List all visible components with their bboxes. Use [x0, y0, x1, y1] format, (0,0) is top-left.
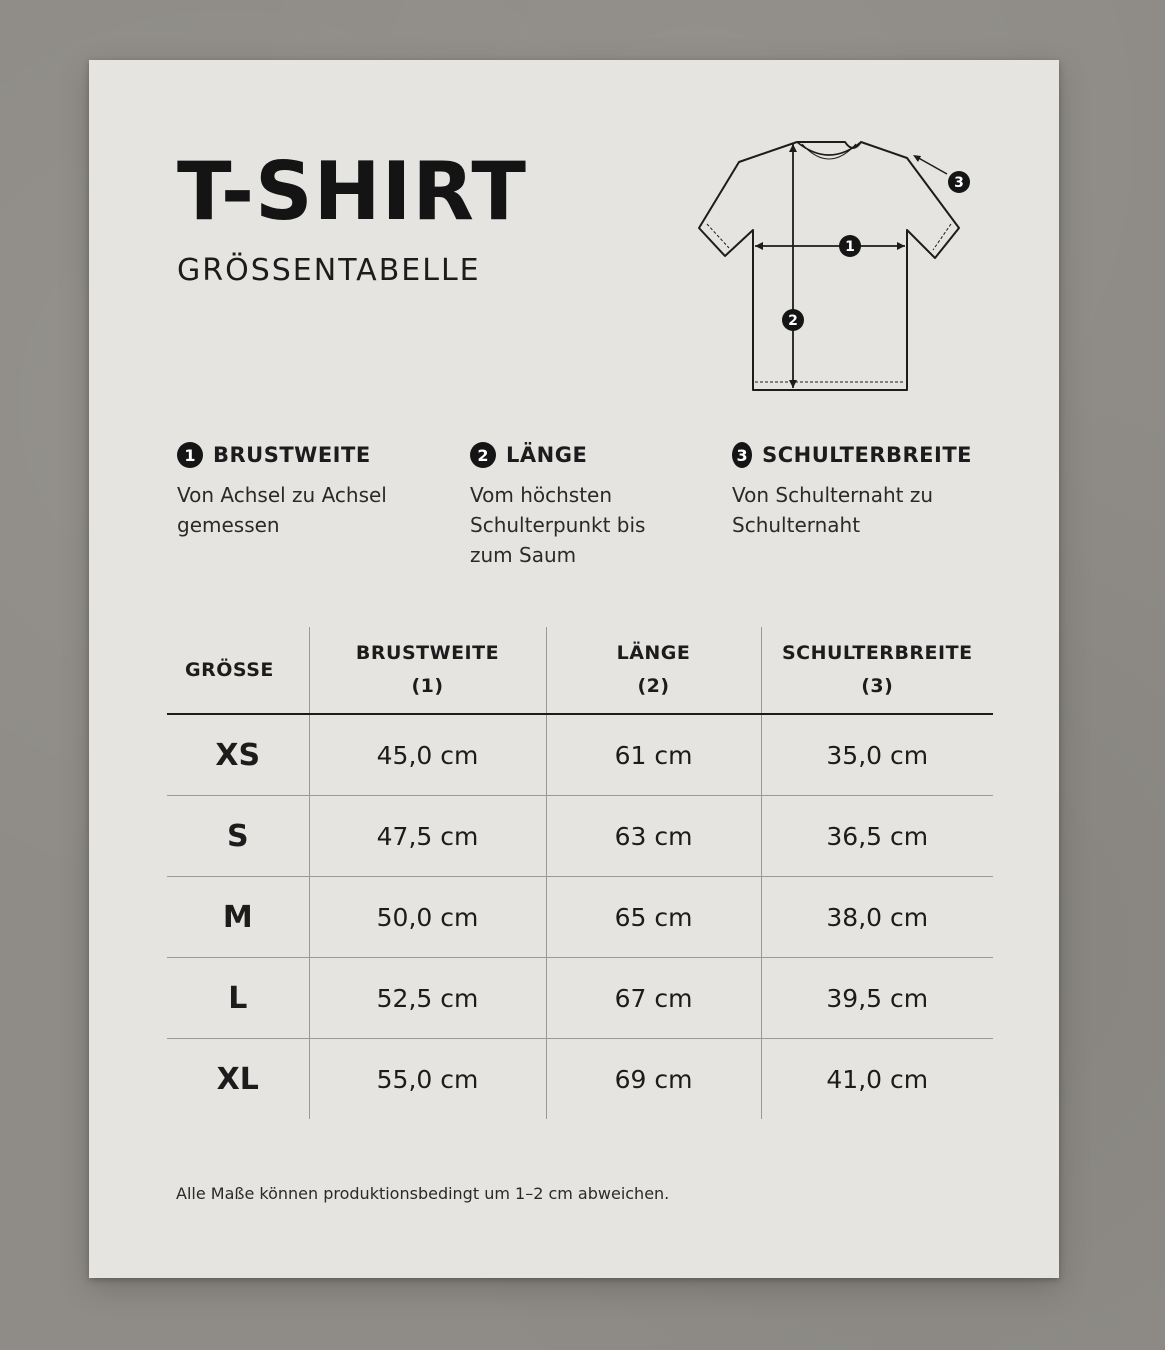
- table-row: [167, 877, 993, 958]
- schulterbreite-cell: 38,0 cm: [761, 877, 993, 958]
- size-cell: XL: [216, 1061, 259, 1097]
- brustweite-cell: 45,0 cm: [309, 714, 546, 796]
- legend-description: Vom höchsten Schulterpunkt bis zum Saum: [470, 483, 646, 567]
- legend-item-laenge: [470, 442, 680, 570]
- svg-text:3: 3: [954, 175, 964, 191]
- table-row: [167, 796, 993, 877]
- table-row: [167, 958, 993, 1039]
- number-2-icon: 2: [470, 442, 496, 468]
- shoulder-width-arrow: [913, 155, 947, 174]
- footnote: Alle Maße können produktionsbedingt um 1–2 cm abweichen.: [176, 1184, 670, 1203]
- legend-label: BRUSTWEITE: [213, 443, 371, 467]
- brustweite-cell: 52,5 cm: [309, 958, 546, 1039]
- schulterbreite-cell: 35,0 cm: [761, 714, 993, 796]
- length-arrow: [789, 144, 797, 388]
- size-chart-card: [89, 60, 1059, 1278]
- laenge-cell: 67 cm: [546, 958, 761, 1039]
- column-header-laenge: LÄNGE (2): [546, 627, 761, 714]
- tshirt-measurement-diagram: [689, 132, 979, 402]
- legend-item-schulterbreite: [732, 442, 972, 540]
- chest-width-arrow: [755, 242, 905, 250]
- svg-text:1: 1: [845, 239, 855, 255]
- size-cell: M: [167, 877, 309, 958]
- marker-1-icon: [839, 235, 861, 257]
- laenge-cell: 63 cm: [546, 796, 761, 877]
- size-table: [167, 627, 993, 1119]
- legend-description: Von Schulternaht zu Schulternaht: [732, 483, 933, 537]
- schulterbreite-cell: 39,5 cm: [761, 958, 993, 1039]
- brustweite-cell: 50,0 cm: [309, 877, 546, 958]
- table-row: [167, 1039, 993, 1120]
- marker-3-icon: [948, 171, 970, 193]
- size-cell: XS: [167, 714, 309, 796]
- column-header-brustweite: BRUSTWEITE (1): [309, 627, 546, 714]
- laenge-cell: 65 cm: [546, 877, 761, 958]
- schulterbreite-cell: 36,5 cm: [761, 796, 993, 877]
- column-header-groesse: GRÖSSE: [167, 627, 309, 714]
- legend-label: SCHULTERBREITE: [762, 443, 972, 467]
- svg-text:2: 2: [788, 313, 798, 329]
- table-header-row: [167, 627, 993, 714]
- schulterbreite-cell: 41,0 cm: [761, 1039, 993, 1120]
- number-1-icon: 1: [177, 442, 203, 468]
- page-subtitle: GRÖSSENTABELLE: [177, 253, 481, 288]
- marker-2-icon: [782, 309, 804, 331]
- brustweite-cell: 47,5 cm: [309, 796, 546, 877]
- legend-description: Von Achsel zu Achsel gemessen: [177, 483, 387, 537]
- table-row: [167, 714, 993, 796]
- brustweite-cell: 55,0 cm: [309, 1039, 546, 1120]
- page-title: T-SHIRT: [177, 145, 527, 238]
- size-cell: S: [167, 796, 309, 877]
- legend-label: LÄNGE: [506, 443, 588, 467]
- laenge-cell: 61 cm: [546, 714, 761, 796]
- tshirt-outline: [699, 142, 959, 390]
- column-header-schulterbreite: SCHULTERBREITE (3): [761, 627, 993, 714]
- legend-item-brustweite: [177, 442, 427, 540]
- size-cell: L: [167, 958, 309, 1039]
- laenge-cell: 69 cm: [546, 1039, 761, 1120]
- number-3-icon: 3: [732, 442, 752, 468]
